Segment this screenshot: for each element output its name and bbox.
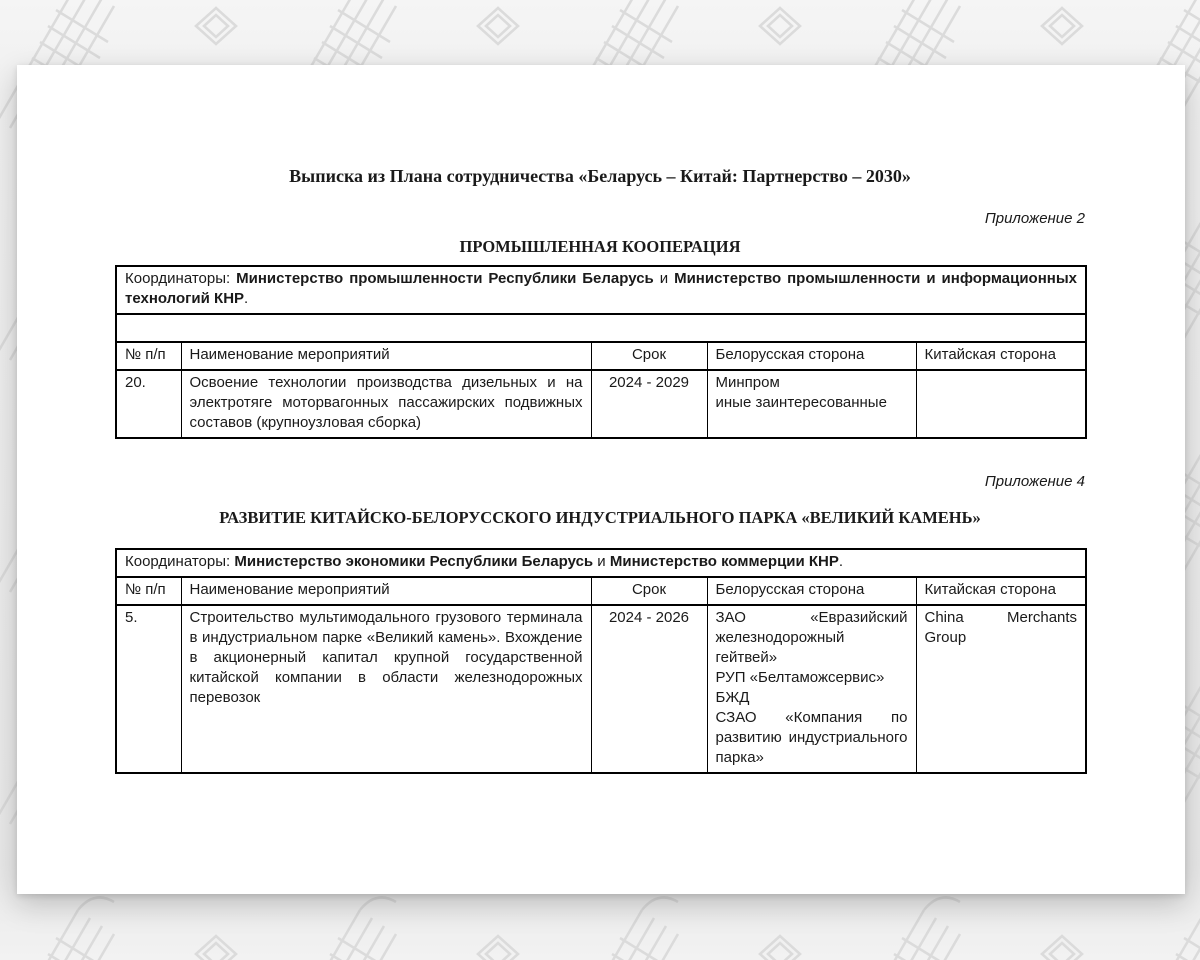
great-stone-park-table [115,548,1087,774]
spacer-cell [116,314,1086,342]
column-header-period: Срок [591,342,707,370]
period-cell: 2024 - 2026 [591,605,707,773]
belarus-side-line: БЖД [715,689,750,706]
coordinator-belarus: Министерство экономики Республики Беларусь [234,553,594,570]
column-header-num: № п/п [116,577,181,605]
coordinators-row [116,266,1086,314]
coordinators-cell [116,266,1086,314]
coordinator-china: Министерство промышленности и информационных технологий КНР [125,270,1077,307]
annex-label-2: Приложение 2 [984,210,1085,227]
column-header-belarus-side: Белорусская сторона [707,342,916,370]
belarus-side-cell [707,370,916,438]
row-number-cell: 5. [116,605,181,773]
section-heading-great-stone: РАЗВИТИЕ КИТАЙСКО-БЕЛОРУССКОГО ИНДУСТРИАЛЬНОГО ПАРКА «ВЕЛИКИЙ КАМЕНЬ» [219,508,981,527]
table-header-row [116,577,1086,605]
coordinators-prefix: Координаторы: [125,270,237,287]
row-number-cell: 20. [116,370,181,438]
table-row [116,370,1086,438]
belarus-side-cell [707,605,916,773]
belarus-side-line: иные заинтересованные [715,394,887,411]
coordinators-suffix: . [838,553,844,570]
coordinators-prefix: Координаторы: [125,553,235,570]
belarus-side-line: СЗАО «Компания по развитию индустриального парка» [715,709,908,766]
coordinator-belarus: Министерство промышленности Республики Беларусь [236,270,654,287]
coordinators-conjunction: и [593,553,610,570]
section-heading-industrial-cooperation: ПРОМЫШЛЕННАЯ КООПЕРАЦИЯ [459,237,741,256]
activity-cell: Строительство мультимодального грузового терминала в индустриальном парке «Великий камень». Вхождение в акционерный капитал крупной государственной китайской компании в области железнодорожных перевозок [181,605,591,773]
china-side-cell [916,605,1086,773]
china-side-line: China Merchants Group [924,609,1078,646]
coordinators-cell [116,549,1086,577]
china-side-cell [916,370,1086,438]
column-header-num: № п/п [116,342,181,370]
belarus-side-line: ЗАО «Евразийский железнодорожный гейтвей» [715,609,908,666]
activity-cell: Освоение технологии производства дизельных и на электротяге моторвагонных пассажирских подвижных составов (крупноузловая сборка) [181,370,591,438]
coordinators-conjunction: и [653,270,675,287]
page-content [115,165,1085,774]
column-header-activity: Наименование мероприятий [181,342,591,370]
spacer-row [116,314,1086,342]
column-header-period: Срок [591,577,707,605]
document-title: Выписка из Плана сотрудничества «Беларусь – Китай: Партнерство – 2030» [289,166,911,186]
industrial-cooperation-table [115,265,1087,439]
annex-label-4: Приложение 4 [984,473,1085,490]
column-header-belarus-side: Белорусская сторона [707,577,916,605]
belarus-side-line: Минпром [715,374,780,391]
document-page [17,65,1185,894]
column-header-china-side: Китайская сторона [916,577,1086,605]
coordinators-suffix: . [244,290,249,307]
belarus-side-line: РУП «Белтаможсервис» [715,669,885,686]
table-header-row [116,342,1086,370]
period-cell: 2024 - 2029 [591,370,707,438]
column-header-china-side: Китайская сторона [916,342,1086,370]
column-header-activity: Наименование мероприятий [181,577,591,605]
coordinators-row [116,549,1086,577]
coordinator-china: Министерство коммерции КНР [609,553,839,570]
table-row [116,605,1086,773]
